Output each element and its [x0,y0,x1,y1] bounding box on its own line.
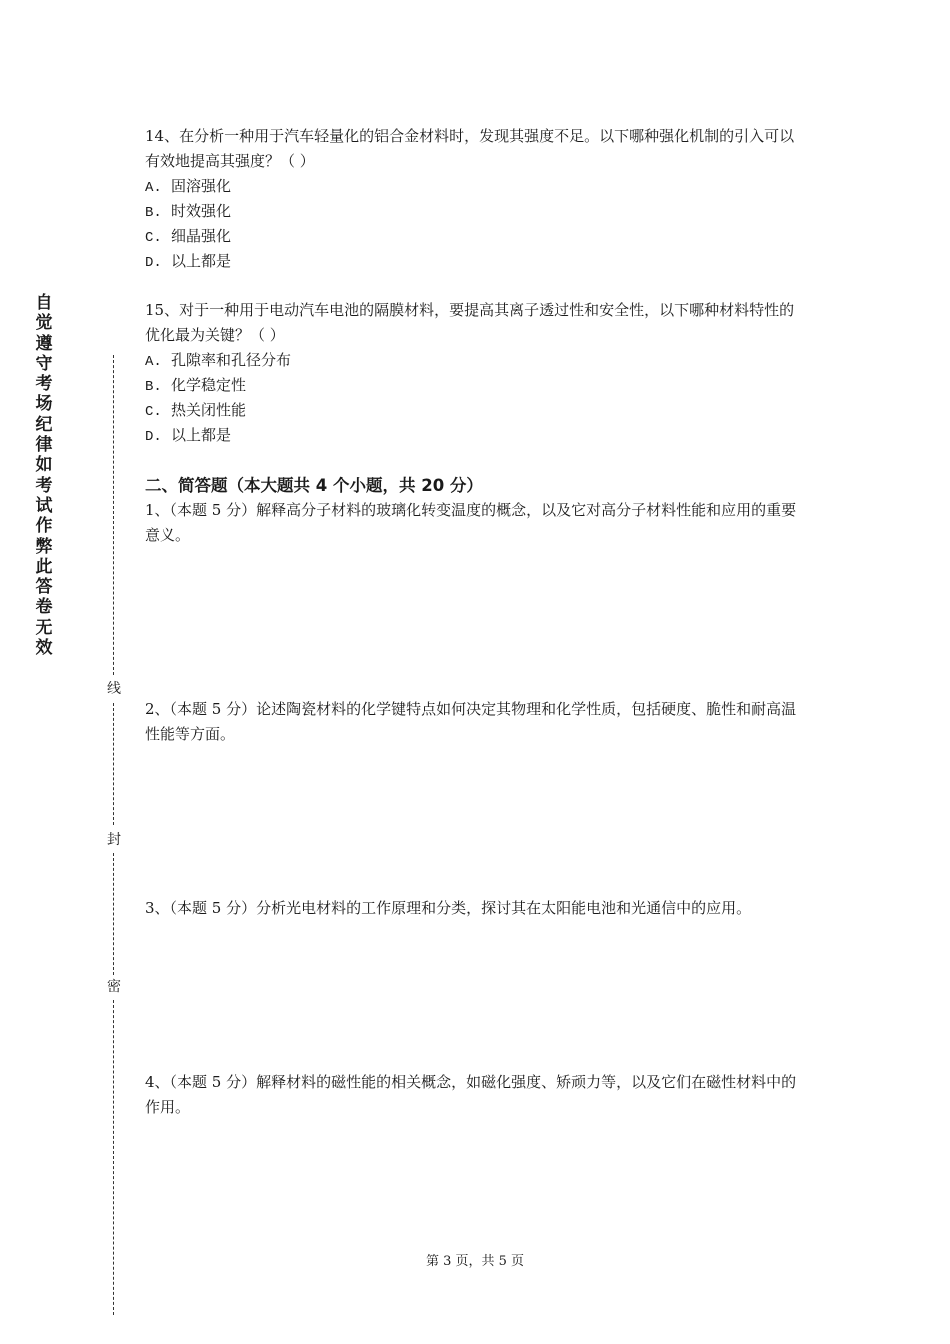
question-15-option-a [145,348,291,375]
question-15-text: 15、对于一种用于电动汽车电池的隔膜材料，要提高其离子透过性和安全性，以下哪种材料特性的优化最为关键？（ ） [145,301,795,344]
binding-label-line: 线 [107,681,121,697]
question-14-option-a [145,174,231,201]
page-number-footer: 第 3 页，共 5 页 [425,1254,525,1269]
section-2-heading: 二、简答题（本大题共 4 个小题，共 20 分） [145,476,483,495]
short-answer-question-4: 4、（本题 5 分）解释材料的磁性能的相关概念，如磁化强度、矫顽力等，以及它们在磁性材料中的作用。 [145,1073,797,1116]
option-key: B. [145,205,162,221]
option-key: A. [145,354,162,370]
option-key: D. [145,429,162,445]
option-text: 以上都是 [171,426,232,444]
option-key: D. [145,255,162,271]
question-14-option-c [145,224,231,251]
option-text: 孔隙率和孔径分布 [171,351,292,369]
exam-discipline-notice: 自觉遵守考场纪律如考试作弊此答卷无效 [35,293,53,659]
question-15-option-d [145,423,231,450]
binding-dashed-line [113,703,114,825]
option-key: C. [145,404,162,420]
short-answer-question-1: 1、（本题 5 分）解释高分子材料的玻璃化转变温度的概念，以及它对高分子材料性能和应用的重要意义。 [145,501,797,544]
question-14-option-b [145,199,231,226]
option-key: C. [145,230,162,246]
option-text: 细晶强化 [171,227,232,245]
option-key: A. [145,180,162,196]
short-answer-question-3: 3、（本题 5 分）分析光电材料的工作原理和分类，探讨其在太阳能电池和光通信中的应用。 [145,899,752,917]
question-15-option-c [145,398,246,425]
option-text: 化学稳定性 [171,376,247,394]
option-text: 以上都是 [171,252,232,270]
short-answer-question-2: 2、（本题 5 分）论述陶瓷材料的化学键特点如何决定其物理和化学性质，包括硬度、脆性和耐高温性能等方面。 [145,700,797,743]
option-text: 固溶强化 [171,177,232,195]
binding-label-secret: 密 [107,979,121,995]
option-text: 时效强化 [171,202,232,220]
question-14-text: 14、在分析一种用于汽车轻量化的铝合金材料时，发现其强度不足。以下哪种强化机制的引入可以有效地提高其强度？（ ） [145,127,795,170]
binding-label-seal: 封 [107,832,121,848]
option-key: B. [145,379,162,395]
question-15-option-b [145,373,246,400]
binding-dashed-line [113,853,114,975]
option-text: 热关闭性能 [171,401,247,419]
binding-dashed-line [113,355,114,675]
question-14-option-d [145,249,231,276]
